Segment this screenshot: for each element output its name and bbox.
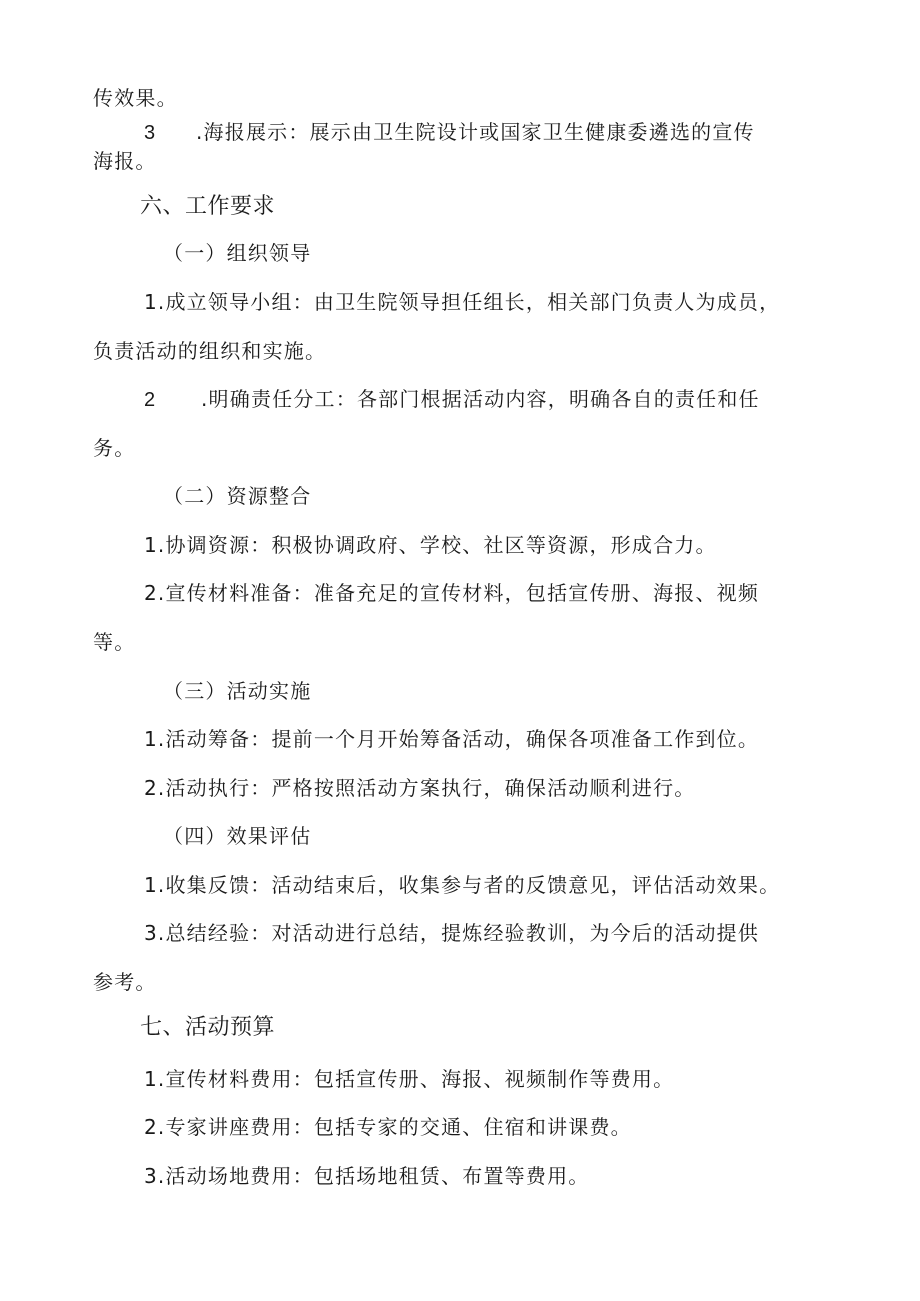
paragraph-line: 务。 bbox=[93, 436, 136, 460]
paragraph-line: 传效果。 bbox=[93, 86, 178, 110]
paragraph-line: 海报。 bbox=[93, 149, 157, 173]
list-number: 3 bbox=[144, 122, 157, 144]
list-text: .海报展示：展示由卫生院设计或国家卫生健康委遴选的宣传 bbox=[196, 120, 755, 144]
paragraph-line: 1.协调资源：积极协调政府、学校、社区等资源，形成合力。 bbox=[144, 533, 717, 557]
paragraph-line: 2.活动执行：严格按照活动方案执行，确保活动顺利进行。 bbox=[144, 776, 696, 800]
paragraph-line: 3.活动场地费用：包括场地租赁、布置等费用。 bbox=[144, 1164, 590, 1188]
paragraph-line: 负责活动的组织和实施。 bbox=[93, 339, 327, 363]
paragraph-line: 3.总结经验：对活动进行总结，提炼经验教训，为今后的活动提供 bbox=[144, 921, 760, 945]
list-text: .明确责任分工：各部门根据活动内容，明确各自的责任和任 bbox=[201, 387, 760, 411]
paragraph-line bbox=[144, 118, 755, 147]
paragraph-line: 2.宣传材料准备：准备充足的宣传材料，包括宣传册、海报、视频 bbox=[144, 581, 760, 605]
subsection-heading: （四）效果评估 bbox=[163, 824, 312, 848]
subsection-heading: （一）组织领导 bbox=[163, 241, 312, 265]
paragraph-line: 参考。 bbox=[93, 970, 157, 994]
paragraph-line: 2.专家讲座费用：包括专家的交通、住宿和讲课费。 bbox=[144, 1115, 632, 1139]
section-heading: 七、活动预算 bbox=[140, 1014, 276, 1039]
paragraph-line: 等。 bbox=[93, 630, 136, 654]
subsection-heading: （二）资源整合 bbox=[163, 484, 312, 508]
paragraph-line: 1.活动筹备：提前一个月开始筹备活动，确保各项准备工作到位。 bbox=[144, 727, 760, 751]
paragraph-line: 1.宣传材料费用：包括宣传册、海报、视频制作等费用。 bbox=[144, 1067, 675, 1091]
paragraph-line bbox=[144, 385, 760, 414]
paragraph-line: 1.成立领导小组：由卫生院领导担任组长，相关部门负责人为成员， bbox=[144, 290, 781, 314]
paragraph-line: 1.收集反馈：活动结束后，收集参与者的反馈意见，评估活动效果。 bbox=[144, 873, 781, 897]
section-heading: 六、工作要求 bbox=[140, 193, 276, 218]
list-number: 2 bbox=[144, 389, 157, 411]
subsection-heading: （三）活动实施 bbox=[163, 679, 312, 703]
